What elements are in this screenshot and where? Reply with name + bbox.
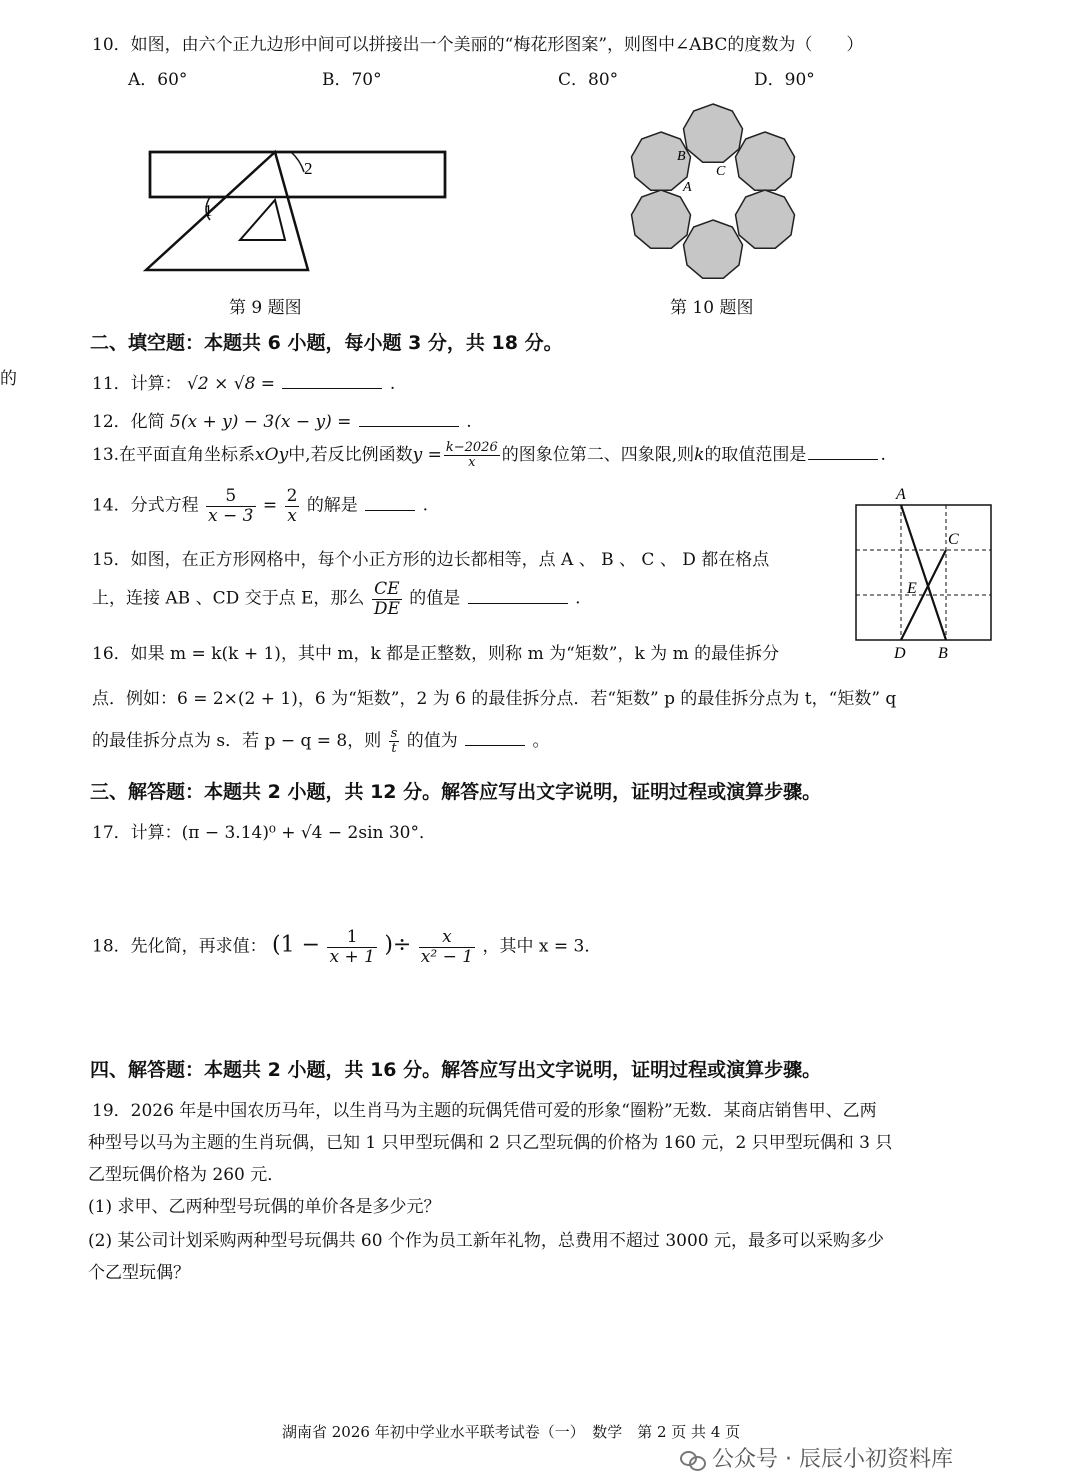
q11-prefix: 11．计算： xyxy=(92,374,182,394)
q13-yeq: y = xyxy=(412,445,442,465)
q19-line-1: 19．2026 年是中国农历马年，以生肖马为主题的玩偶凭借可爱的形象“圈粉”无数．某商店销售甲、乙两 xyxy=(92,1101,877,1121)
q11-end: . xyxy=(389,374,396,394)
q16-end: 。 xyxy=(532,731,550,751)
q10-option-c: C．80° xyxy=(558,70,619,90)
q13-fraction xyxy=(444,441,500,471)
figure-9 xyxy=(140,140,460,275)
nonagon-top-right xyxy=(736,132,795,190)
q13-num: k−2026 xyxy=(445,439,498,455)
wechat-icon xyxy=(680,1449,706,1471)
q15-line1: 15．如图，在正方形网格中，每个小正方形的边长都相等，点 A 、 B 、 C 、 D 都在格点 xyxy=(92,550,770,570)
q13-mid3: 的取值范围是 xyxy=(704,445,807,465)
q13-end: . xyxy=(880,445,886,465)
nonagon-bottom-right xyxy=(736,190,795,248)
q16-blank[interactable] xyxy=(465,727,525,746)
q18-suffix: ，其中 x = 3． xyxy=(482,936,602,957)
q15-f-den: DE xyxy=(373,598,400,619)
q17-text: 17．计算：(π − 3.14)⁰ + √4 − 2sin 30°． xyxy=(92,823,437,843)
q14-fraction-2 xyxy=(285,487,300,525)
nonagon-top xyxy=(684,104,743,162)
angle-2-arc xyxy=(291,152,304,172)
section-3-title: 三、解答题：本题共 2 小题，共 12 分。解答应写出文字说明，证明过程或演算步骤。 xyxy=(90,781,822,803)
fig15-label-a: A xyxy=(896,486,906,503)
watermark xyxy=(680,1442,953,1473)
q16-line3 xyxy=(92,726,550,756)
q18-fraction-1 xyxy=(327,928,376,966)
fig10-label-c: C xyxy=(716,164,726,179)
q19-line-2: 种型号以马为主题的生肖玩偶，已知 1 只甲型玩偶和 2 只乙型玩偶的价格为 160 元，2 只甲型玩偶和 3 只 xyxy=(88,1133,893,1153)
q13-k: k xyxy=(694,445,705,465)
q10-option-d: D．90° xyxy=(754,70,815,90)
q19-line-3: 乙型玩偶价格为 260 元． xyxy=(88,1165,285,1185)
q14-f2-num: 2 xyxy=(286,486,298,506)
fig9-caption: 第 9 题图 xyxy=(229,298,302,318)
q18-f1-num: 1 xyxy=(327,928,376,948)
nonagon-bottom xyxy=(684,220,743,278)
q15-fraction xyxy=(372,580,402,618)
q10-option-b: B．70° xyxy=(322,70,382,90)
q15-line2 xyxy=(92,580,581,618)
q13 xyxy=(92,440,886,470)
q14-blank[interactable] xyxy=(365,492,415,511)
section-2-title: 二、填空题：本题共 6 小题，每小题 3 分，共 18 分。 xyxy=(90,332,563,354)
q13-mid2: 的图象位第二、四象限,则 xyxy=(501,445,695,465)
q13-den: x xyxy=(468,455,476,470)
q19-part-1: (1) 求甲、乙两种型号玩偶的单价各是多少元？ xyxy=(88,1197,441,1217)
segment-ab xyxy=(901,505,946,640)
q14-end: . xyxy=(422,495,429,516)
nonagon-bottom-left xyxy=(632,190,691,248)
triangle-outer xyxy=(146,152,308,270)
q18-open: (1 − xyxy=(272,932,321,958)
q10-option-a: A．60° xyxy=(128,70,188,90)
fig15-label-c: C xyxy=(948,531,959,548)
q10-text: 10．如图，由六个正九边形中间可以拼接出一个美丽的“梅花形图案”，则图中∠ABC的度数为（ ） xyxy=(92,35,864,55)
q14-eq: = xyxy=(262,495,278,516)
section-4-title: 四、解答题：本题共 2 小题，共 16 分。解答应写出文字说明，证明过程或演算步骤。 xyxy=(90,1059,822,1081)
q19-part-2-line-2: 个乙型玩偶？ xyxy=(88,1263,190,1283)
q11-blank[interactable] xyxy=(282,370,382,389)
q12 xyxy=(92,407,472,432)
q15-blank[interactable] xyxy=(468,585,568,604)
q15-end: . xyxy=(575,588,581,609)
watermark-text: 公众号 · 辰辰小初资料库 xyxy=(712,1447,953,1472)
q18-fraction-2 xyxy=(419,928,475,966)
q18-close: )÷ xyxy=(384,932,412,958)
q19-part-2-line-1: (2) 某公司计划采购两种型号玩偶共 60 个作为员工新年礼物，总费用不超过 3000 元，最多可以采购多少 xyxy=(88,1231,884,1251)
q18-f2-den: x² − 1 xyxy=(420,946,474,967)
q16-line3-prefix: 的最佳拆分点为 s．若 p − q = 8，则 xyxy=(92,731,382,751)
q16-f-den: t xyxy=(391,741,397,756)
q18-f2-num: x xyxy=(419,928,475,948)
q16-line1: 16．如果 m = k(k + 1)，其中 m，k 都是正整数，则称 m 为“矩数”，k 为 m 的最佳拆分 xyxy=(92,644,780,664)
fig15-label-e: E xyxy=(907,580,917,597)
q15-line2-suffix: 的值是 xyxy=(409,588,461,609)
q14-prefix: 14．分式方程 xyxy=(92,495,199,516)
fig9-label-2: 2 xyxy=(304,159,313,178)
figure-10 xyxy=(625,100,805,285)
page-footer: 湖南省 2026 年初中学业水平联考试卷（一） 数学 第 2 页 共 4 页 xyxy=(282,1423,741,1441)
q12-expr: 5(x + y) − 3(x − y) = xyxy=(170,412,352,432)
margin-char: 的 xyxy=(0,369,17,389)
q13-prefix: 13.在平面直角坐标系 xyxy=(92,445,256,465)
fig10-caption: 第 10 题图 xyxy=(670,298,754,318)
q12-blank[interactable] xyxy=(359,408,459,427)
q16-line2: 点．例如：6 = 2×(2 + 1)，6 为“矩数”，2 为 6 的最佳拆分点．若“矩数” p 的最佳拆分点为 t，“矩数” q xyxy=(92,689,897,709)
q16-f-num: s xyxy=(390,725,398,741)
q14-f2-den: x xyxy=(287,505,297,526)
q14-f1-den: x − 3 xyxy=(208,505,254,526)
fig9-label-1: 1 xyxy=(204,201,213,220)
figure-15 xyxy=(852,485,997,662)
q18 xyxy=(92,928,601,966)
q14-f1-num: 5 xyxy=(206,487,255,507)
fig10-label-b: B xyxy=(677,149,686,164)
q11-expr: √2 × √8 = xyxy=(187,374,276,394)
q18-prefix: 18．先化简，再求值： xyxy=(92,936,267,957)
q11 xyxy=(92,369,395,394)
q12-prefix: 12．化简 xyxy=(92,412,165,432)
q18-f1-den: x + 1 xyxy=(329,946,375,967)
q14 xyxy=(92,487,428,525)
q16-line3-suffix: 的值为 xyxy=(406,731,458,751)
fig15-label-b: B xyxy=(938,645,948,662)
q15-f-num: CE xyxy=(372,580,402,600)
q13-mid1: 中,若反比例函数 xyxy=(288,445,413,465)
fig15-label-d: D xyxy=(894,645,906,662)
q14-suffix: 的解是 xyxy=(306,495,358,516)
q13-xoy: xOy xyxy=(255,445,289,465)
q16-fraction xyxy=(389,727,400,757)
q14-fraction-1 xyxy=(206,487,255,525)
fig10-label-a: A xyxy=(683,180,692,195)
q13-blank[interactable] xyxy=(808,441,878,460)
q15-line2-prefix: 上，连接 AB 、CD 交于点 E，那么 xyxy=(92,588,365,609)
q12-end: . xyxy=(466,412,472,432)
